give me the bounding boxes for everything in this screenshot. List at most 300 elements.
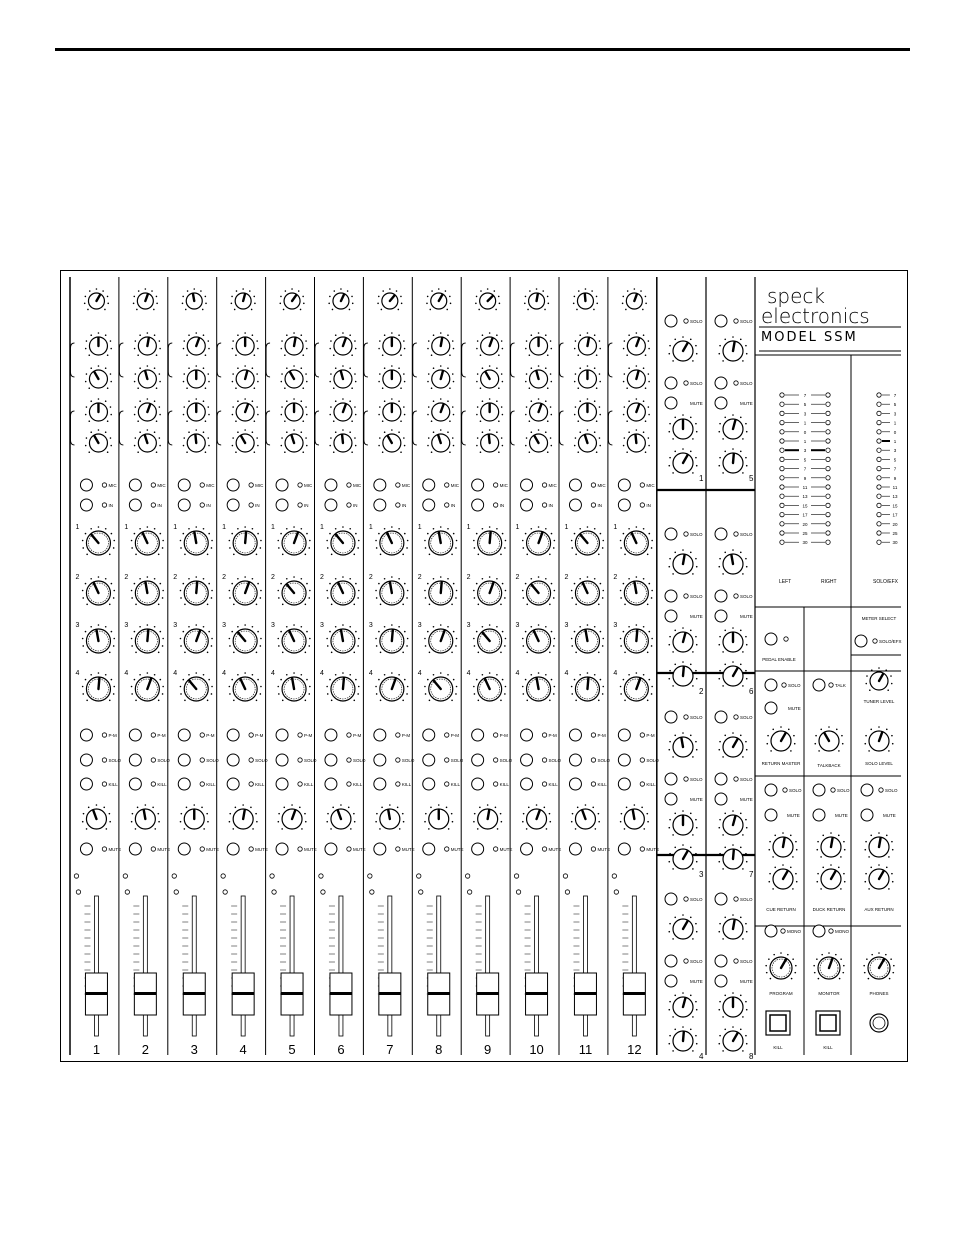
pm-button[interactable] [423, 729, 435, 741]
duck-return-knob[interactable] [816, 864, 845, 889]
subgroup-6 [715, 528, 754, 696]
mic-button[interactable] [276, 479, 288, 491]
mic-button[interactable] [472, 479, 484, 491]
pan-knob[interactable] [82, 804, 111, 829]
mute-button[interactable] [618, 843, 630, 855]
brand-speck: speck [767, 284, 825, 308]
sub-pan-knob[interactable] [718, 414, 747, 439]
sub-pan-knob[interactable] [668, 627, 697, 652]
mic-led [347, 483, 351, 487]
eq-high-knob[interactable] [476, 332, 503, 356]
eq-low-knob[interactable] [427, 429, 454, 453]
sub-mute-button[interactable] [665, 793, 677, 805]
sub-send-knob[interactable] [718, 732, 747, 757]
aux-return-knob[interactable] [864, 864, 893, 889]
pan-knob[interactable] [278, 804, 307, 829]
pm-button[interactable] [129, 729, 141, 741]
eq-low-knob[interactable] [378, 429, 405, 453]
channel-trim-knob[interactable] [84, 288, 109, 310]
fader-cap[interactable] [330, 973, 352, 1015]
kill-button[interactable] [521, 778, 533, 790]
eq-hi-mid-knob[interactable] [623, 365, 650, 389]
solo-button[interactable] [325, 754, 337, 766]
aux-send-3-knob[interactable] [326, 624, 359, 653]
channel-trim-knob[interactable] [475, 288, 500, 310]
phones-jack[interactable] [870, 1014, 888, 1032]
eq-low-mid-knob[interactable] [183, 398, 210, 422]
channel-trim-knob[interactable] [279, 288, 304, 310]
sub-level-knob[interactable] [668, 661, 697, 686]
sub-solo2-button[interactable] [715, 590, 727, 602]
aux-send-4-knob[interactable] [571, 672, 604, 701]
sub-solo-button[interactable] [715, 711, 727, 723]
eq-low-mid-knob[interactable] [280, 398, 307, 422]
eq-low-knob[interactable] [85, 429, 112, 453]
pm-button[interactable] [569, 729, 581, 741]
sub-pan-knob[interactable] [718, 810, 747, 835]
channel-trim-knob[interactable] [573, 288, 598, 310]
fader-cap[interactable] [85, 973, 107, 1015]
aux-send-3-knob[interactable] [82, 624, 115, 653]
aux-send-1-knob[interactable] [229, 526, 262, 555]
aux-send-1-knob[interactable] [473, 526, 506, 555]
sub-solo-button[interactable] [665, 528, 677, 540]
kill-button[interactable] [227, 778, 239, 790]
return-master-knob[interactable] [766, 726, 795, 751]
aux-send-3-knob[interactable] [131, 624, 164, 653]
pm-button[interactable] [227, 729, 239, 741]
pan-knob[interactable] [620, 804, 649, 829]
pan-knob[interactable] [375, 804, 404, 829]
aux-number-2: 2 [173, 574, 178, 581]
channel-trim-knob[interactable] [231, 288, 256, 310]
pan-knob[interactable] [180, 804, 209, 829]
eq-low-mid-knob[interactable] [427, 398, 454, 422]
cue-solo-button[interactable] [765, 784, 777, 796]
sub-mute-button[interactable] [715, 975, 727, 987]
return-mute-label: MUTE [788, 706, 801, 711]
eq-hi-mid-knob[interactable] [574, 365, 601, 389]
eq-hi-mid-knob[interactable] [85, 365, 112, 389]
pm-button[interactable] [276, 729, 288, 741]
aux-send-2-knob[interactable] [131, 576, 164, 605]
sub-mute-button[interactable] [665, 610, 677, 622]
in-button[interactable] [472, 499, 484, 511]
mute-button[interactable] [80, 843, 92, 855]
program-knob[interactable] [765, 952, 796, 979]
return-solo-button[interactable] [765, 679, 777, 691]
aux-send-4-knob[interactable] [473, 672, 506, 701]
aux-send-3-knob[interactable] [571, 624, 604, 653]
mute-button[interactable] [129, 843, 141, 855]
channel-trim-knob[interactable] [524, 288, 549, 310]
sub-mute-button[interactable] [715, 397, 727, 409]
aux-send-2-knob[interactable] [277, 576, 310, 605]
sub-solo-button[interactable] [665, 893, 677, 905]
left-meter-led [780, 411, 784, 415]
sub-level-knob[interactable] [668, 1026, 697, 1051]
cue-return-label: CUE RETURN [766, 907, 796, 912]
eq-hi-mid-knob[interactable] [134, 365, 161, 389]
eq-hi-mid-knob[interactable] [525, 365, 552, 389]
eq-low-mid-knob[interactable] [574, 398, 601, 422]
mic-button[interactable] [423, 479, 435, 491]
eq-high-knob[interactable] [183, 332, 210, 356]
kill-button[interactable] [80, 778, 92, 790]
aux-send-2-knob[interactable] [620, 576, 653, 605]
in-button[interactable] [227, 499, 239, 511]
aux-send-2-knob[interactable] [473, 576, 506, 605]
sub-send-knob[interactable] [718, 914, 747, 939]
eq-high-knob[interactable] [134, 332, 161, 356]
aux-send-1-knob[interactable] [277, 526, 310, 555]
aux-send-4-knob[interactable] [277, 672, 310, 701]
aux-send-2-knob[interactable] [522, 576, 555, 605]
aux-send-2-knob[interactable] [571, 576, 604, 605]
signal-led [514, 874, 518, 878]
sub-level-knob[interactable] [718, 661, 747, 686]
pedal-enable-button[interactable] [765, 633, 777, 645]
sub-send-knob[interactable] [668, 336, 697, 361]
phones-knob[interactable] [863, 952, 894, 979]
sub-solo2-button[interactable] [665, 773, 677, 785]
sub-solo-led [734, 319, 738, 323]
sub-send-knob[interactable] [668, 732, 697, 757]
kill-button[interactable] [178, 778, 190, 790]
aux-number-4: 4 [368, 670, 373, 677]
eq-low-mid-knob[interactable] [232, 398, 259, 422]
solo-button[interactable] [472, 754, 484, 766]
talk-button[interactable] [813, 679, 825, 691]
fader-cap[interactable] [232, 973, 254, 1015]
channel-trim-knob[interactable] [622, 288, 647, 310]
program-mono-button[interactable] [765, 925, 777, 937]
duck-pan-knob[interactable] [816, 832, 845, 857]
eq-high-knob[interactable] [427, 332, 454, 356]
pm-button[interactable] [325, 729, 337, 741]
in-button[interactable] [276, 499, 288, 511]
duck-mute-button[interactable] [813, 809, 825, 821]
aux-send-1-knob[interactable] [326, 526, 359, 555]
sub-mute-button[interactable] [665, 975, 677, 987]
in-button[interactable] [178, 499, 190, 511]
aux-send-3-knob[interactable] [522, 624, 555, 653]
sub-solo-button[interactable] [715, 893, 727, 905]
fader-cap[interactable] [428, 973, 450, 1015]
aux-send-1-knob[interactable] [424, 526, 457, 555]
sub-solo2-button[interactable] [715, 773, 727, 785]
mute-button[interactable] [178, 843, 190, 855]
kill-button[interactable] [472, 778, 484, 790]
eq-low-knob[interactable] [476, 429, 503, 453]
pan-knob[interactable] [131, 804, 160, 829]
cue-mute-button[interactable] [765, 809, 777, 821]
peak-led [76, 890, 80, 894]
sub-pan-knob[interactable] [718, 627, 747, 652]
in-button[interactable] [129, 499, 141, 511]
eq-low-mid-knob[interactable] [85, 398, 112, 422]
mic-button[interactable] [374, 479, 386, 491]
sub-pan-knob[interactable] [718, 992, 747, 1017]
sub-mute-button[interactable] [715, 610, 727, 622]
channel-trim-knob[interactable] [377, 288, 402, 310]
sub-level-knob[interactable] [718, 844, 747, 869]
fader-cap[interactable] [526, 973, 548, 1015]
eq-high-knob[interactable] [574, 332, 601, 356]
mute-button[interactable] [472, 843, 484, 855]
solo-button[interactable] [178, 754, 190, 766]
aux-send-1-knob[interactable] [522, 526, 555, 555]
mic-button[interactable] [521, 479, 533, 491]
sub-pan-knob[interactable] [668, 810, 697, 835]
sub-level-knob[interactable] [718, 448, 747, 473]
eq-low-mid-knob[interactable] [378, 398, 405, 422]
sub-solo-button[interactable] [715, 315, 727, 327]
aux-number-1: 1 [319, 524, 324, 531]
pan-knob[interactable] [473, 804, 502, 829]
eq-high-knob[interactable] [232, 332, 259, 356]
mute-button[interactable] [227, 843, 239, 855]
eq-low-mid-knob[interactable] [525, 398, 552, 422]
cue-return-knob[interactable] [768, 864, 797, 889]
aux-send-2-knob[interactable] [375, 576, 408, 605]
sub-send-knob[interactable] [718, 336, 747, 361]
aux-send-1-knob[interactable] [131, 526, 164, 555]
kill-button[interactable] [374, 778, 386, 790]
aux-send-3-knob[interactable] [424, 624, 457, 653]
sub-solo2-button[interactable] [665, 955, 677, 967]
aux-send-4-knob[interactable] [180, 672, 213, 701]
talkback-knob[interactable] [814, 726, 843, 751]
eq-hi-mid-knob[interactable] [280, 365, 307, 389]
mic-button[interactable] [80, 479, 92, 491]
sub-solo2-button[interactable] [715, 955, 727, 967]
duck-solo-button[interactable] [813, 784, 825, 796]
sub-mute-button[interactable] [715, 793, 727, 805]
solo-level-knob[interactable] [864, 726, 893, 751]
sub-level-knob[interactable] [668, 448, 697, 473]
sub-mute-button[interactable] [665, 397, 677, 409]
sub-solo2-button[interactable] [715, 377, 727, 389]
pan-knob[interactable] [326, 804, 355, 829]
monitor-kill-button[interactable] [816, 1011, 840, 1035]
aux-send-3-knob[interactable] [473, 624, 506, 653]
aux-send-4-knob[interactable] [522, 672, 555, 701]
sub-send-knob[interactable] [668, 549, 697, 574]
sub-pan-knob[interactable] [668, 992, 697, 1017]
solo-button[interactable] [227, 754, 239, 766]
aux-send-4-knob[interactable] [82, 672, 115, 701]
eq-hi-mid-knob[interactable] [329, 365, 356, 389]
aux-send-2-knob[interactable] [82, 576, 115, 605]
channel-trim-knob[interactable] [182, 288, 207, 310]
solo-button[interactable] [276, 754, 288, 766]
in-button[interactable] [521, 499, 533, 511]
sub-level-knob[interactable] [718, 1026, 747, 1051]
kill-button[interactable] [423, 778, 435, 790]
sub-solo2-button[interactable] [665, 377, 677, 389]
fader-cap[interactable] [134, 973, 156, 1015]
kill-button[interactable] [276, 778, 288, 790]
mute-button[interactable] [276, 843, 288, 855]
in-button[interactable] [618, 499, 630, 511]
pan-knob[interactable] [424, 804, 453, 829]
aux-send-3-knob[interactable] [620, 624, 653, 653]
kill-button[interactable] [569, 778, 581, 790]
pm-label: P-M [352, 733, 362, 738]
meter-select-button[interactable] [855, 635, 867, 647]
fader-cap[interactable] [379, 973, 401, 1015]
mic-button[interactable] [618, 479, 630, 491]
solo-button[interactable] [80, 754, 92, 766]
eq-low-knob[interactable] [183, 429, 210, 453]
kill-button[interactable] [129, 778, 141, 790]
meter-scale-label: 5 [803, 457, 807, 463]
channel-trim-knob[interactable] [328, 288, 353, 310]
solo-button[interactable] [423, 754, 435, 766]
eq-low-mid-knob[interactable] [134, 398, 161, 422]
eq-hi-mid-knob[interactable] [232, 365, 259, 389]
eq-low-knob[interactable] [280, 429, 307, 453]
mute-button[interactable] [374, 843, 386, 855]
pm-button[interactable] [618, 729, 630, 741]
mute-button[interactable] [325, 843, 337, 855]
channel-trim-knob[interactable] [426, 288, 451, 310]
eq-low-knob[interactable] [574, 429, 601, 453]
eq-high-knob[interactable] [85, 332, 112, 356]
aux-send-4-knob[interactable] [620, 672, 653, 701]
kill-led [151, 782, 155, 786]
aux-send-4-knob[interactable] [424, 672, 457, 701]
sub-solo-button[interactable] [665, 315, 677, 327]
kill-button[interactable] [618, 778, 630, 790]
eq-hi-mid-knob[interactable] [476, 365, 503, 389]
solo-button[interactable] [129, 754, 141, 766]
mic-button[interactable] [227, 479, 239, 491]
in-button[interactable] [423, 499, 435, 511]
aux-send-1-knob[interactable] [571, 526, 604, 555]
aux-send-3-knob[interactable] [180, 624, 213, 653]
aux-send-3-knob[interactable] [229, 624, 262, 653]
eq-low-mid-knob[interactable] [476, 398, 503, 422]
pm-button[interactable] [472, 729, 484, 741]
duck-mute-label: MUTE [835, 813, 848, 818]
return-mute-button[interactable] [765, 702, 777, 714]
aux-send-2-knob[interactable] [229, 576, 262, 605]
cue-pan-knob[interactable] [768, 832, 797, 857]
pm-button[interactable] [178, 729, 190, 741]
eq-high-knob[interactable] [623, 332, 650, 356]
aux-send-4-knob[interactable] [229, 672, 262, 701]
meter-scale-label: 17 [802, 512, 808, 518]
pm-button[interactable] [374, 729, 386, 741]
sub-solo-button[interactable] [665, 711, 677, 723]
sub-solo2-button[interactable] [665, 590, 677, 602]
in-button[interactable] [80, 499, 92, 511]
solo-meter-scale: 5 [893, 457, 897, 463]
eq-high-knob[interactable] [378, 332, 405, 356]
in-button[interactable] [374, 499, 386, 511]
sub-send-knob[interactable] [718, 549, 747, 574]
aux-send-2-knob[interactable] [326, 576, 359, 605]
pan-knob[interactable] [571, 804, 600, 829]
aux-send-4-knob[interactable] [326, 672, 359, 701]
mute-button[interactable] [569, 843, 581, 855]
solo-button[interactable] [618, 754, 630, 766]
sub-solo-button[interactable] [715, 528, 727, 540]
eq-high-knob[interactable] [329, 332, 356, 356]
aux-send-3-knob[interactable] [277, 624, 310, 653]
aux-send-3-knob[interactable] [375, 624, 408, 653]
monitor-knob[interactable] [813, 952, 844, 979]
fader-cap[interactable] [623, 973, 645, 1015]
eq-low-mid-knob[interactable] [329, 398, 356, 422]
eq-hi-mid-knob[interactable] [183, 365, 210, 389]
aux-send-1-knob[interactable] [375, 526, 408, 555]
sub-level-knob[interactable] [668, 844, 697, 869]
eq-low-knob[interactable] [232, 429, 259, 453]
pm-button[interactable] [521, 729, 533, 741]
mute-button[interactable] [521, 843, 533, 855]
aux-send-1-knob[interactable] [82, 526, 115, 555]
eq-low-knob[interactable] [623, 429, 650, 453]
peak-led [321, 890, 325, 894]
aux-solo-button[interactable] [861, 784, 873, 796]
mic-button[interactable] [129, 479, 141, 491]
eq-hi-mid-knob[interactable] [378, 365, 405, 389]
aux-send-4-knob[interactable] [131, 672, 164, 701]
eq-low-knob[interactable] [329, 429, 356, 453]
monitor-mono-button[interactable] [813, 925, 825, 937]
aux-pan-knob[interactable] [864, 832, 893, 857]
aux-send-1-knob[interactable] [620, 526, 653, 555]
sub-pan-knob[interactable] [668, 414, 697, 439]
in-button[interactable] [325, 499, 337, 511]
solo-button[interactable] [374, 754, 386, 766]
eq-high-knob[interactable] [525, 332, 552, 356]
fader-cap[interactable] [477, 973, 499, 1015]
aux-mute-button[interactable] [861, 809, 873, 821]
mic-button[interactable] [325, 479, 337, 491]
kill-button[interactable] [325, 778, 337, 790]
aux-number-2: 2 [368, 574, 373, 581]
in-button[interactable] [569, 499, 581, 511]
eq-low-mid-knob[interactable] [623, 398, 650, 422]
eq-low-knob[interactable] [134, 429, 161, 453]
aux-send-2-knob[interactable] [424, 576, 457, 605]
eq-low-knob[interactable] [525, 429, 552, 453]
aux-send-2-knob[interactable] [180, 576, 213, 605]
mute-button[interactable] [423, 843, 435, 855]
mic-button[interactable] [569, 479, 581, 491]
fader-cap[interactable] [183, 973, 205, 1015]
program-kill-button[interactable] [766, 1011, 790, 1035]
eq-hi-mid-knob[interactable] [427, 365, 454, 389]
eq-high-knob[interactable] [280, 332, 307, 356]
fader-cap[interactable] [281, 973, 303, 1015]
channel-trim-knob[interactable] [133, 288, 158, 310]
pan-knob[interactable] [522, 804, 551, 829]
sub-send-knob[interactable] [668, 914, 697, 939]
solo-button[interactable] [521, 754, 533, 766]
pan-knob[interactable] [229, 804, 258, 829]
pm-button[interactable] [80, 729, 92, 741]
aux-send-1-knob[interactable] [180, 526, 213, 555]
aux-send-4-knob[interactable] [375, 672, 408, 701]
mic-button[interactable] [178, 479, 190, 491]
fader-cap[interactable] [574, 973, 596, 1015]
solo-button[interactable] [569, 754, 581, 766]
